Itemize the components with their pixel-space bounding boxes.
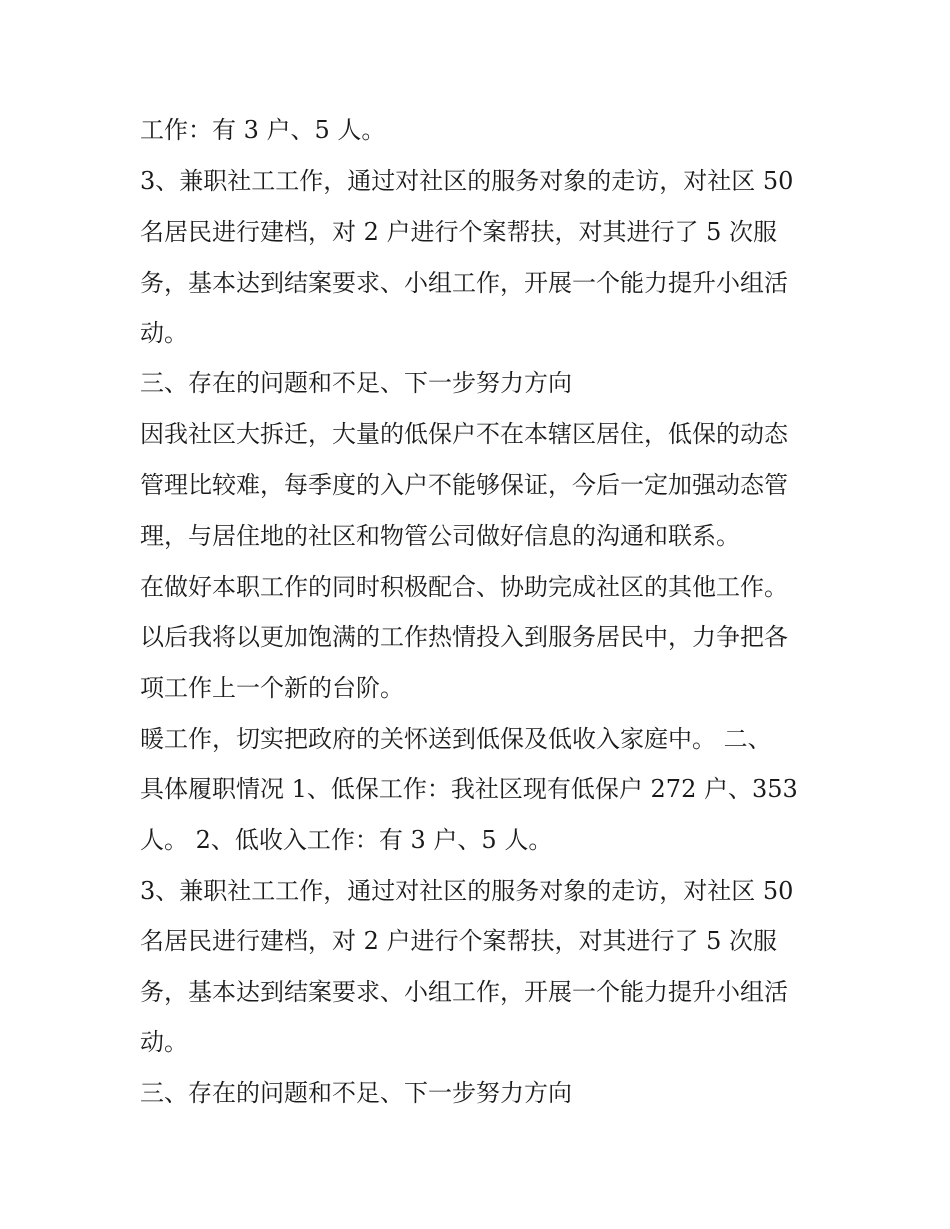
- text-line: 动。: [140, 1028, 188, 1056]
- text-line: 务，基本达到结案要求、小组工作，开展一个能力提升小组活: [140, 269, 788, 297]
- text-line: 暖工作，切实把政府的关怀送到低保及低收入家庭中。 二、: [140, 725, 772, 753]
- text-line: 务，基本达到结案要求、小组工作，开展一个能力提升小组活: [140, 978, 788, 1006]
- text-line: 3、兼职社工工作，通过对社区的服务对象的走访，对社区 50: [140, 167, 794, 195]
- text-line: 3、兼职社工工作，通过对社区的服务对象的走访，对社区 50: [140, 877, 794, 905]
- text-line: 动。: [140, 319, 188, 347]
- text-line: 名居民进行建档，对 2 户进行个案帮扶，对其进行了 5 次服: [140, 218, 778, 246]
- text-line: 管理比较难，每季度的入户不能够保证，今后一定加强动态管: [140, 471, 788, 499]
- text-line: 项工作上一个新的台阶。: [140, 674, 404, 702]
- text-line: 具体履职情况 1、低保工作：我社区现有低保户 272 户、353: [140, 775, 798, 803]
- text-line: 理，与居住地的社区和物管公司做好信息的沟通和联系。: [140, 522, 740, 550]
- text-line: 以后我将以更加饱满的工作热情投入到服务居民中，力争把各: [140, 623, 788, 651]
- text-line: 工作：有 3 户、5 人。: [140, 116, 386, 144]
- text-line: 在做好本职工作的同时积极配合、协助完成社区的其他工作。: [140, 573, 788, 601]
- text-line: 人。 2、低收入工作：有 3 户、5 人。: [140, 826, 553, 854]
- section-heading: 三、存在的问题和不足、下一步努力方向: [140, 369, 572, 397]
- section-heading: 三、存在的问题和不足、下一步努力方向: [140, 1079, 572, 1107]
- text-line: 名居民进行建档，对 2 户进行个案帮扶，对其进行了 5 次服: [140, 927, 778, 955]
- text-line: 因我社区大拆迁，大量的低保户不在本辖区居住，低保的动态: [140, 420, 788, 448]
